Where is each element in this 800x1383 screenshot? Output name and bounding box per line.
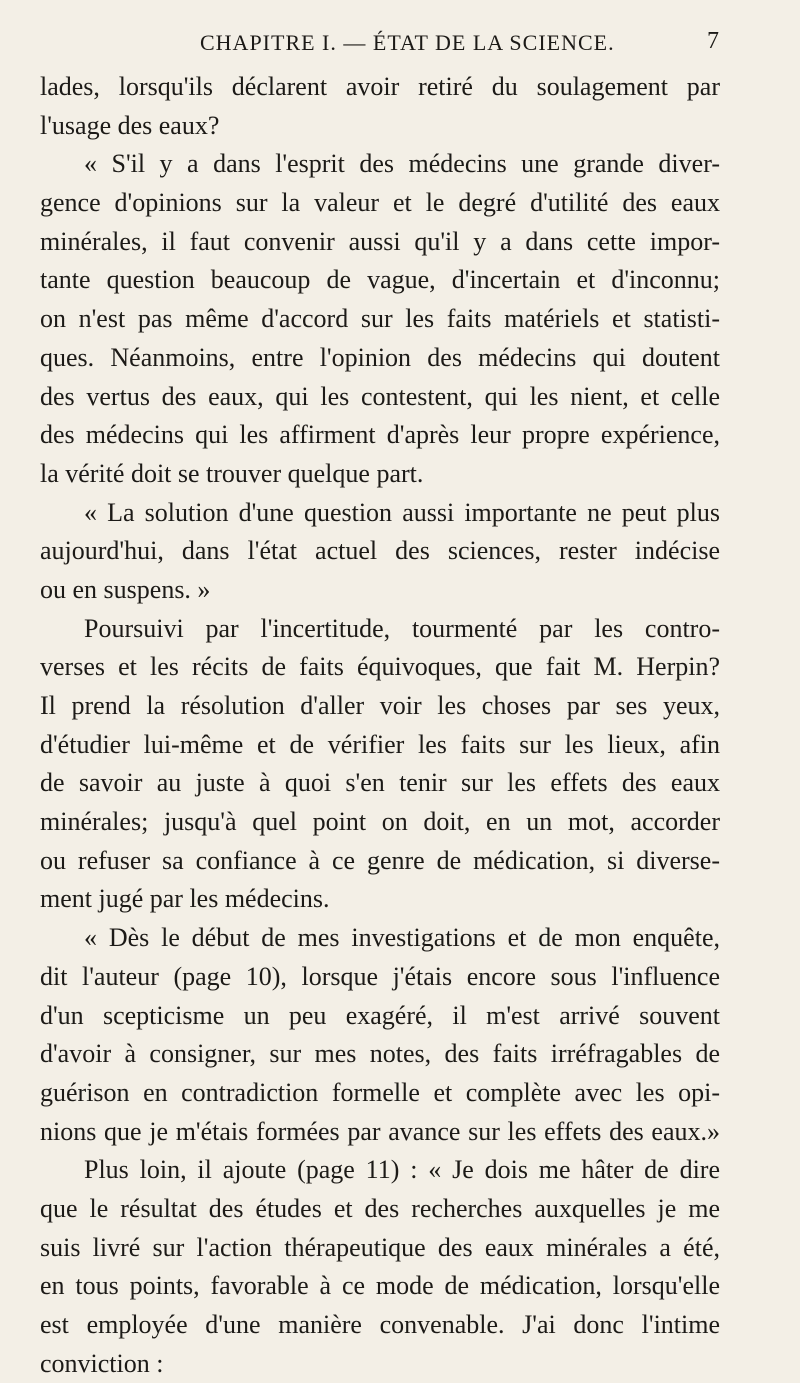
text-line: tante question beaucoup de vague, d'incertain et d'inconnu;: [40, 265, 720, 295]
text-line: Plus loin, il ajoute (page 11) : « Je dois me hâter de dire: [84, 1155, 720, 1185]
text-line: « S'il y a dans l'esprit des médecins une grande diver-: [84, 149, 720, 179]
text-line: l'usage des eaux?: [40, 110, 220, 140]
text-line: gence d'opinions sur la valeur et le degré d'utilité des eaux: [40, 188, 720, 218]
text-line: ou en suspens. »: [40, 574, 211, 604]
text-line: suis livré sur l'action thérapeutique des eaux minérales a été,: [40, 1232, 720, 1262]
text-line: ment jugé par les médecins.: [40, 884, 330, 914]
text-line: la vérité doit se trouver quelque part.: [40, 458, 424, 488]
text-line: « Dès le début de mes investigations et de mon enquête,: [84, 923, 720, 953]
text-line: d'un scepticisme un peu exagéré, il m'est arrivé souvent: [40, 1000, 720, 1030]
text-line: en tous points, favorable à ce mode de médication, lorsqu'elle: [40, 1271, 720, 1301]
text-line: nions que je m'étais formées par avance sur les effets des eaux.»: [40, 1116, 720, 1146]
text-line: guérison en contradiction formelle et complète avec les opi-: [40, 1077, 720, 1107]
text-line: lades, lorsqu'ils déclarent avoir retiré du soulagement par: [40, 72, 720, 101]
text-line: Poursuivi par l'incertitude, tourmenté par les contro-: [84, 613, 720, 643]
text-line: d'étudier lui-même et de vérifier les faits sur les lieux, afin: [40, 729, 720, 759]
text-line: d'avoir à consigner, sur mes notes, des faits irréfragables de: [40, 1039, 720, 1069]
page-number: 7: [707, 28, 720, 54]
text-line: conviction :: [40, 1348, 164, 1378]
text-line: des médecins qui les affirment d'après leur propre expérience,: [40, 420, 720, 450]
running-header: [40, 30, 720, 60]
body-text: [40, 68, 720, 1383]
text-line: verses et les récits de faits équivoques, que fait M. Herpin?: [40, 652, 720, 682]
text-line: dit l'auteur (page 10), lorsque j'étais encore sous l'influence: [40, 961, 720, 991]
text-line: ou refuser sa confiance à ce genre de médication, si diverse-: [40, 845, 720, 875]
text-line: aujourd'hui, dans l'état actuel des sciences, rester indécise: [40, 536, 720, 566]
chapter-title: CHAPITRE I. — ÉTAT DE LA SCIENCE.: [200, 30, 615, 55]
text-line: minérales; jusqu'à quel point on doit, en un mot, accorder: [40, 807, 720, 837]
text-line: que le résultat des études et des recherches auxquelles je me: [40, 1193, 720, 1223]
text-line: on n'est pas même d'accord sur les faits matériels et statisti-: [40, 304, 720, 334]
text-line: minérales, il faut convenir aussi qu'il y a dans cette impor-: [40, 226, 720, 256]
text-line: de savoir au juste à quoi s'en tenir sur les effets des eaux: [40, 768, 720, 798]
text-line: ques. Néanmoins, entre l'opinion des médecins qui doutent: [40, 342, 720, 372]
text-line: Il prend la résolution d'aller voir les choses par ses yeux,: [40, 691, 720, 720]
text-line: « La solution d'une question aussi importante ne peut plus: [84, 497, 720, 527]
text-line: des vertus des eaux, qui les contestent, qui les nient, et celle: [40, 381, 720, 411]
text-line: est employée d'une manière convenable. J'ai donc l'intime: [40, 1310, 720, 1339]
